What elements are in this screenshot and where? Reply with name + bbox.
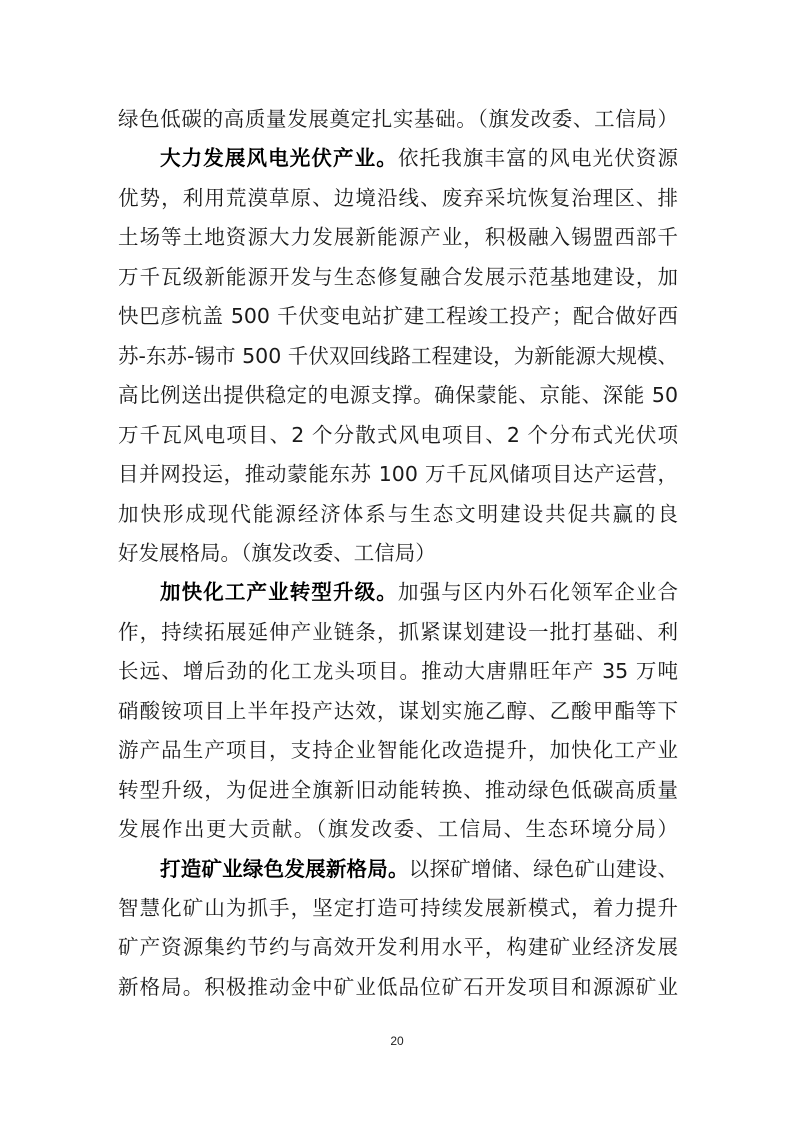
line-text: 万千瓦级新能源开发与生态修复融合发展示范基地建设，加 bbox=[118, 265, 678, 289]
line-text: 苏-东苏-锡市 500 千伏双回线路工程建设，为新能源大规模、 bbox=[118, 344, 678, 368]
paragraph-line bbox=[118, 616, 678, 648]
line-text: 智慧化矿山为抓手，坚定打造可持续发展新模式，着力提升 bbox=[118, 896, 678, 920]
paragraph-line bbox=[118, 537, 678, 569]
page-number: 20 bbox=[390, 1034, 404, 1048]
paragraph-line bbox=[118, 734, 678, 766]
line-text: 高比例送出提供稳定的电源支撑。确保蒙能、京能、深能 50 bbox=[118, 383, 678, 407]
paragraph-line bbox=[118, 931, 678, 963]
paragraph-line bbox=[118, 221, 678, 253]
line-text: 万千瓦风电项目、2 个分散式风电项目、2 个分布式光伏项 bbox=[118, 423, 678, 447]
line-text: 硝酸铵项目上半年投产达效，谋划实施乙醇、乙酸甲酯等下 bbox=[118, 699, 678, 723]
paragraph-line bbox=[118, 182, 678, 214]
paragraph-line bbox=[118, 655, 678, 687]
line-text: 加快形成现代能源经济体系与生态文明建设共促共赢的良 bbox=[118, 502, 678, 526]
line-text: 快巴彦杭盖 500 千伏变电站扩建工程竣工投产；配合做好西 bbox=[118, 304, 678, 328]
line-text: 依托我旗丰富的风电光伏资源 bbox=[397, 146, 679, 170]
section-heading: 加快化工产业转型升级。 bbox=[160, 580, 398, 604]
paragraph-line bbox=[118, 813, 678, 845]
section-heading: 大力发展风电光伏产业。 bbox=[160, 146, 398, 170]
line-text: 矿产资源集约节约与高效开发利用水平，构建矿业经济发展 bbox=[118, 935, 678, 959]
line-text: 目并网投运，推动蒙能东苏 100 万千瓦风储项目达产运营， bbox=[118, 462, 678, 486]
paragraph-line bbox=[118, 261, 678, 293]
line-text: 以探矿增储、绿色矿山建设、 bbox=[408, 857, 678, 881]
line-text: 好发展格局。（旗发改委、工信局） bbox=[118, 541, 436, 565]
section-heading: 打造矿业绿色发展新格局。 bbox=[160, 857, 409, 881]
line-text: 发展作出更大贡献。（旗发改委、工信局、生态环境分局） bbox=[118, 817, 678, 841]
line-text: 加强与区内外石化领军企业合 bbox=[397, 580, 679, 604]
paragraph-line bbox=[118, 419, 678, 451]
line-text: 绿色低碳的高质量发展奠定扎实基础。（旗发改委、工信局） bbox=[118, 107, 678, 131]
paragraph-line bbox=[118, 892, 678, 924]
paragraph-line bbox=[118, 498, 678, 530]
line-text: 游产品生产项目，支持企业智能化改造提升，加快化工产业 bbox=[118, 738, 678, 762]
line-text: 土场等土地资源大力发展新能源产业，积极融入锡盟西部千 bbox=[118, 225, 678, 249]
paragraph-line bbox=[118, 340, 678, 372]
line-text: 优势，利用荒漠草原、边境沿线、废弃采坑恢复治理区、排 bbox=[118, 186, 678, 210]
paragraph-line bbox=[160, 576, 678, 608]
line-text: 长远、增后劲的化工龙头项目。推动大唐鼎旺年产 35 万吨 bbox=[118, 659, 678, 683]
paragraph-line bbox=[160, 853, 678, 885]
line-text: 新格局。积极推动金中矿业低品位矿石开发项目和源源矿业 bbox=[118, 975, 678, 999]
paragraph-line bbox=[118, 103, 678, 135]
line-text: 作，持续拓展延伸产业链条，抓紧谋划建设一批打基础、利 bbox=[118, 620, 678, 644]
paragraph-line bbox=[160, 142, 678, 174]
line-text: 转型升级，为促进全旗新旧动能转换、推动绿色低碳高质量 bbox=[118, 778, 678, 802]
paragraph-line bbox=[118, 458, 678, 490]
paragraph-line bbox=[118, 774, 678, 806]
paragraph-line bbox=[118, 300, 678, 332]
paragraph-line bbox=[118, 379, 678, 411]
paragraph-line bbox=[118, 695, 678, 727]
paragraph-line bbox=[118, 971, 678, 1003]
